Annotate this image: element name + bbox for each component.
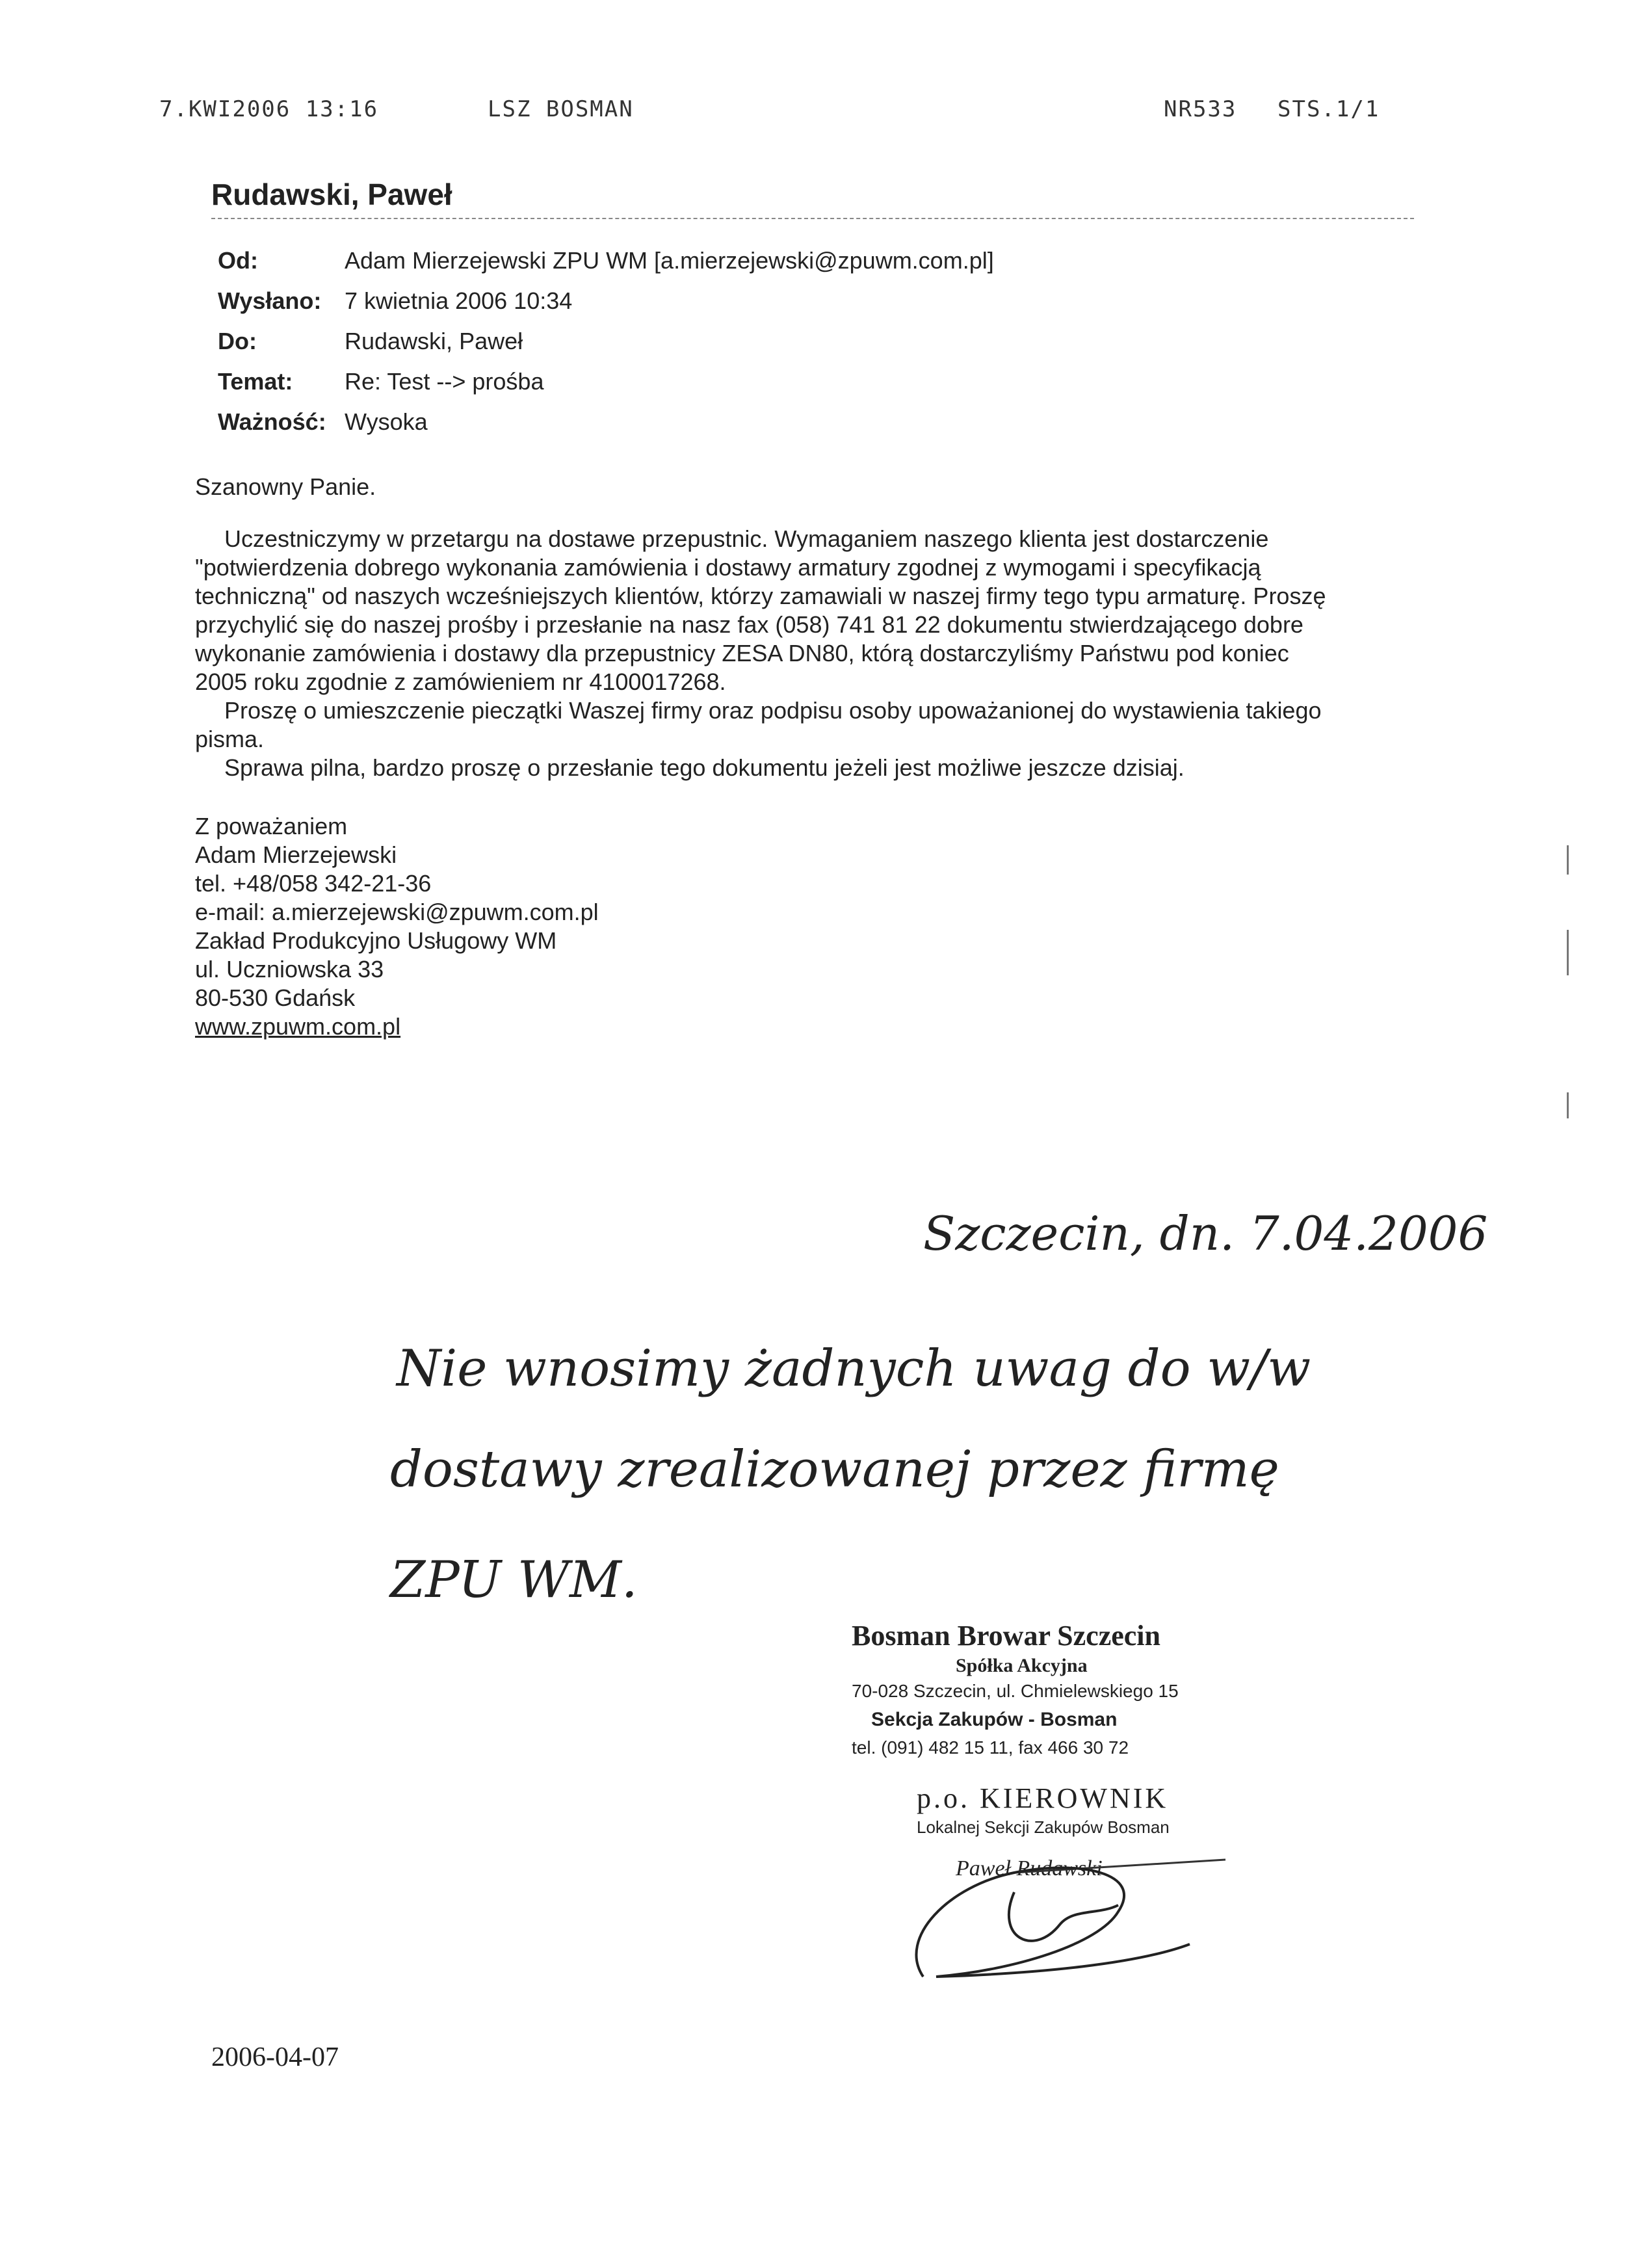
body-line-3: techniczną" od naszych wcześniejszych klientów, którzy zamawiali w naszej firmy tego typu armaturę. Proszę [195, 583, 1326, 609]
body-line-9: Sprawa pilna, bardzo proszę o przesłanie tego dokumentu jeżeli jest możliwe jeszcze dzisiaj. [224, 754, 1185, 781]
sig-company: Zakład Produkcyjno Usługowy WM [195, 927, 557, 954]
from-label: Od: [218, 247, 258, 274]
greeting: Szanowny Panie. [195, 473, 376, 500]
sig-closing: Z poważaniem [195, 813, 348, 839]
body-line-5: wykonanie zamówienia i dostawy dla przepustnicy ZESA DN80, którą dostarczyliśmy Państwu pod koniec [195, 640, 1289, 666]
stamp-company-type: Spółka Akcyjna [956, 1655, 1088, 1676]
signature-initials [1009, 1892, 1118, 1941]
sig-city: 80-530 Gdańsk [195, 984, 356, 1011]
importance-label: Ważność: [218, 408, 326, 435]
importance-value: Wysoka [345, 408, 428, 435]
to-label: Do: [218, 328, 257, 354]
body-line-2: "potwierdzenia dobrego wykonania zamówienia i dostawy armatury zgodnej z wymogami i specyfikacją [195, 554, 1261, 581]
stamp-section: Sekcja Zakupów - Bosman [871, 1709, 1118, 1730]
fax-page-count: STS.1/1 [1277, 96, 1380, 122]
sent-label: Wysłano: [218, 287, 322, 314]
handwritten-place-date: Szczecin, dn. 7.04.2006 [923, 1206, 1488, 1261]
body-line-4: przychylić się do naszej prośby i przesłanie na nasz fax (058) 741 81 22 dokumentu stwierdzającego dobre [195, 611, 1303, 638]
title-stamp-name: Paweł Rudawski [956, 1856, 1103, 1880]
fax-number: NR533 [1164, 96, 1237, 122]
to-value: Rudawski, Paweł [345, 328, 523, 354]
account-name: Rudawski, Paweł [211, 178, 452, 211]
from-value: Adam Mierzejewski ZPU WM [a.mierzejewski@zpuwm.com.pl] [345, 247, 994, 274]
body-line-8: pisma. [195, 726, 265, 752]
margin-mark-2 [1567, 930, 1569, 975]
fax-sender: LSZ BOSMAN [488, 96, 634, 122]
handwritten-note-line-3: ZPU WM. [390, 1551, 638, 1609]
stamp-phone-fax: tel. (091) 482 15 11, fax 466 30 72 [852, 1737, 1129, 1758]
sent-value: 7 kwietnia 2006 10:34 [345, 287, 573, 314]
handwritten-note-line-1: Nie wnosimy żadnych uwag do w/w [397, 1339, 1311, 1398]
subject-label: Temat: [218, 368, 293, 395]
fax-datetime: 7.KWI2006 13:16 [159, 96, 379, 122]
subject-value: Re: Test --> prośba [345, 368, 544, 395]
handwritten-note-line-2: dostawy zrealizowanej przez firmę [390, 1440, 1279, 1499]
footer-date: 2006-04-07 [211, 2042, 339, 2072]
sig-email: e-mail: a.mierzejewski@zpuwm.com.pl [195, 899, 599, 925]
sig-name: Adam Mierzejewski [195, 841, 397, 868]
stamp-underline [1014, 1860, 1225, 1873]
stamp-address: 70-028 Szczecin, ul. Chmielewskiego 15 [852, 1681, 1179, 1701]
sig-phone: tel. +48/058 342-21-36 [195, 870, 432, 897]
body-line-6: 2005 roku zgodnie z zamówieniem nr 4100017268. [195, 668, 726, 695]
body-line-7: Proszę o umieszczenie pieczątki Waszej firmy oraz podpisu osoby upoważanionej do wystawienia takiego [224, 697, 1322, 724]
stamp-company: Bosman Browar Szczecin [852, 1620, 1160, 1652]
body-line-1: Uczestniczymy w przetargu na dostawe przepustnic. Wymaganiem naszego klienta jest dostarczenie [224, 525, 1269, 552]
title-stamp-position: p.o. KIEROWNIK [917, 1782, 1169, 1814]
margin-mark-1 [1567, 845, 1569, 875]
sig-street: ul. Uczniowska 33 [195, 956, 384, 982]
title-stamp-unit: Lokalnej Sekcji Zakupów Bosman [917, 1817, 1170, 1837]
sig-website: www.zpuwm.com.pl [195, 1013, 401, 1040]
signature-scrawl [916, 1868, 1190, 1977]
margin-mark-3 [1567, 1092, 1569, 1118]
